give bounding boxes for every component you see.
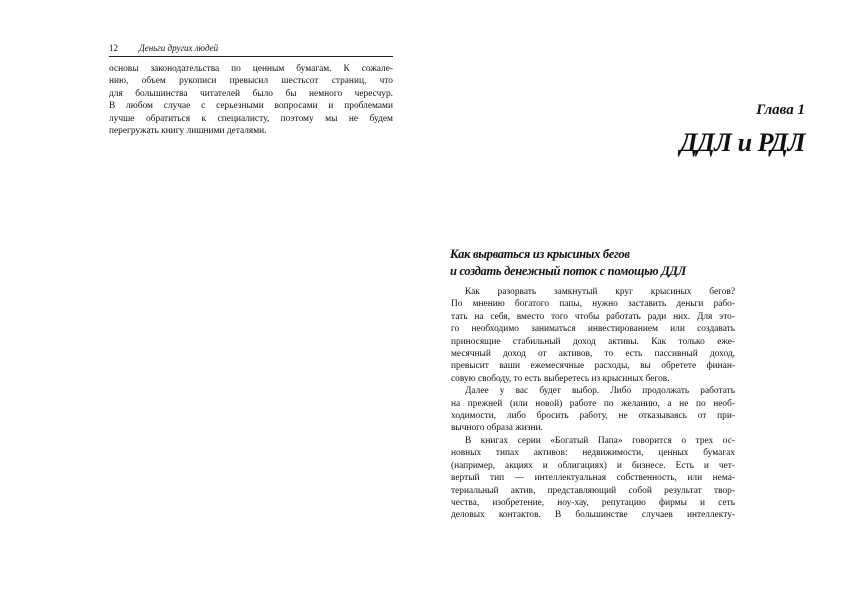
text-line: тать на себя, вместо того чтобы работать ради них. Для это-	[451, 311, 735, 322]
paragraph-2	[451, 385, 735, 435]
text-line: на прежней (или новой) работе по желанию, а не по необ-	[451, 398, 735, 409]
paragraph-3	[451, 435, 735, 522]
text-line: Как разорвать замкнутый круг крысиных бегов?	[465, 287, 735, 297]
chapter-title: ДДЛ и РДЛ	[679, 128, 805, 157]
text-line: По мнению богатого папы, нужно заставить деньги рабо-	[451, 299, 735, 310]
text-line: териальный актив, представляющий собой результат твор-	[451, 485, 735, 496]
text-line: ходимости, либо бросить работу, не отказываясь от при-	[451, 411, 735, 422]
running-title: Деньги других людей	[139, 43, 219, 53]
text-line: приносящие стабильный доход активы. Как только еже-	[451, 336, 735, 347]
text-line: деловых контактов. В большинстве случаев интеллекту-	[451, 510, 735, 521]
paragraph-1	[451, 286, 735, 385]
chapter-number: Глава 1	[756, 102, 805, 118]
text-line: вычного образа жизни.	[451, 423, 543, 434]
text-line: (например, акциях и облигациях) и бизнесе. Есть и чет-	[451, 460, 735, 471]
text-line: го необходимо заниматься инвестированием или создавать	[451, 324, 735, 335]
body-text	[451, 286, 735, 522]
section-title-line: Как вырваться из крысиных бегов	[450, 247, 630, 261]
text-line: новных типах активов: недвижимости, ценных бумагах	[451, 448, 735, 459]
text-line: совую свободу, то есть выберетесь из крысиных бегов.	[451, 373, 670, 384]
text-line: В книгах серии «Богатый Папа» говорится о трех ос-	[465, 435, 735, 446]
section-title	[450, 246, 750, 280]
text-line: вертый тип — интеллектуальная собственность, или нема-	[451, 473, 735, 484]
text-line: для большинства читателей было бы немного чересчур.	[109, 88, 393, 99]
text-line: превысит ваши ежемесячные расходы, вы обретете финан-	[451, 361, 735, 372]
text-line: основы законодательства по ценным бумагам. К сожале-	[109, 64, 393, 74]
text-line: перегружать книгу лишними деталями.	[109, 126, 267, 137]
right-page	[421, 0, 842, 595]
page-number: 12	[109, 43, 118, 53]
running-header	[109, 42, 393, 57]
text-line: Далее у вас будет выбор. Либо продолжать работать	[465, 386, 735, 397]
left-paragraph	[109, 63, 393, 137]
section-title-line: и создать денежный поток с помощью ДДЛ	[450, 264, 686, 278]
text-line: чества, изобретение, ноу-хау, репутацию фирмы и сеть	[451, 497, 735, 508]
text-line: нию, объем рукописи превысил шестьсот страниц, что	[109, 76, 393, 87]
text-line: месячный доход от активов, то есть пассивный доход,	[451, 349, 735, 360]
text-line: лучше обратиться к специалисту, поэтому мы не будем	[109, 113, 393, 124]
text-line: В любом случае с серьезными вопросами и проблемами	[109, 101, 393, 112]
